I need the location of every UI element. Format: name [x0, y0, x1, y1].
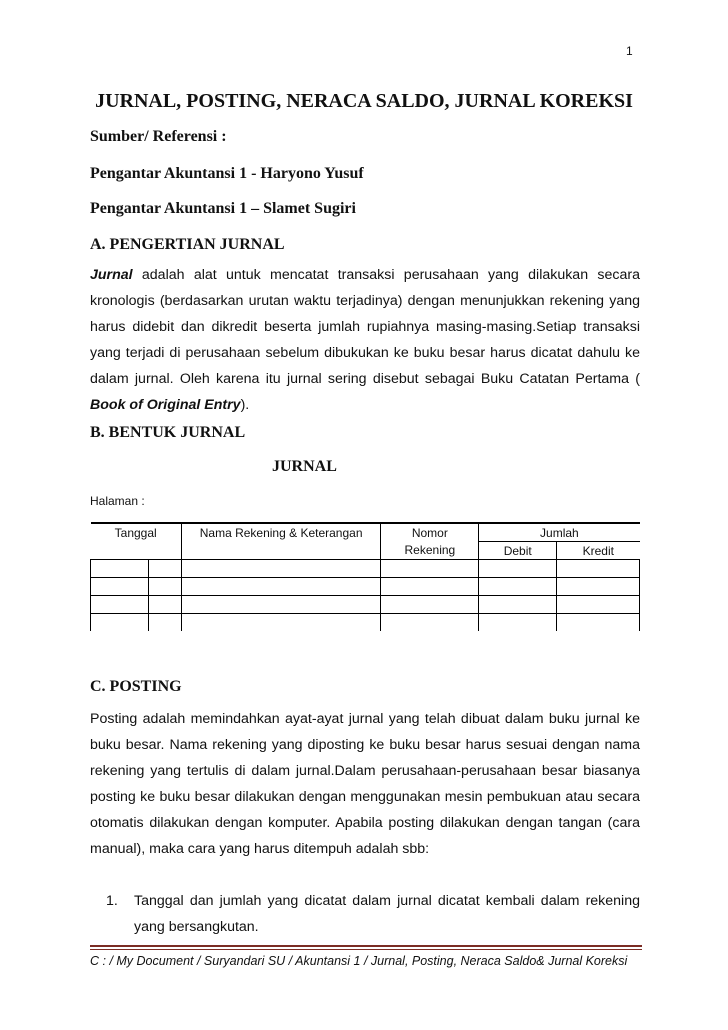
journal-title: JURNAL	[272, 458, 337, 475]
list-item	[106, 888, 640, 940]
journal-table	[90, 522, 640, 631]
page-number: 1	[626, 44, 633, 58]
page-title: JURNAL, POSTING, NERACA SALDO, JURNAL KOREKSI	[95, 90, 633, 112]
section-b-heading: B. BENTUK JURNAL	[90, 424, 246, 441]
journal-row	[91, 596, 640, 614]
list-item-number: 1.	[106, 893, 118, 909]
section-c-heading: C. POSTING	[90, 678, 182, 695]
col-nomor: Nomor	[381, 523, 479, 542]
journal-row	[91, 578, 640, 596]
col-tanggal: Tanggal	[91, 523, 182, 542]
references-label: Sumber/ Referensi :	[90, 128, 227, 145]
col-rekening: Rekening	[381, 542, 479, 560]
col-jumlah: Jumlah	[479, 523, 640, 542]
list-item-text: Tanggal dan jumlah yang dicatat dalam jurnal dicatat kembali dalam rekening yang bersangkutan.	[134, 893, 640, 935]
section-a-paragraph	[90, 262, 640, 418]
col-nama-rekening: Nama Rekening & Keterangan	[181, 523, 381, 542]
footer-rule	[90, 945, 642, 947]
reference-1: Pengantar Akuntansi 1 - Haryono Yusuf	[90, 165, 364, 182]
col-debit: Debit	[479, 542, 557, 560]
section-a-heading: A. PENGERTIAN JURNAL	[90, 236, 285, 253]
footer-rule-thin	[90, 949, 642, 950]
reference-2: Pengantar Akuntansi 1 – Slamet Sugiri	[90, 200, 356, 217]
term-jurnal: Jurnal	[90, 267, 133, 283]
section-c-paragraph: Posting adalah memindahkan ayat-ayat jurnal yang telah dibuat dalam buku jurnal ke buku besar. Nama rekening yang diposting ke buku besar harus sesuai dengan nama rekening yang tertulis di dalam jurnal.Dalam perusahaan-perusahaan besar biasanya posting ke buku besar dilakukan dengan menggunakan mesin pembukuan atau secara otomatis dilakukan dengan komputer. Apabila posting dilakukan dengan tangan (cara manual), maka cara yang harus ditempuh adalah sbb:	[90, 711, 640, 857]
section-a-text: adalah alat untuk mencatat transaksi perusahaan yang dilakukan secara kronologis (berdasarkan urutan waktu terjadinya) dengan menunjukkan rekening yang harus didebit dan dikredit beserta jumlah rupiahnya masing-masing.Setiap transaksi yang terjadi di perusahaan sebelum dibukukan ke buku besar harus dicatat dahulu ke dalam jurnal. Oleh karena itu jurnal sering disebut sebagai Buku Catatan Pertama (	[90, 267, 640, 387]
col-kredit: Kredit	[557, 542, 640, 560]
journal-header-row-2	[91, 542, 640, 560]
journal-header-row-1	[91, 523, 640, 542]
term-book-of-original-entry: Book of Original Entry	[90, 397, 241, 413]
journal-row	[91, 560, 640, 578]
journal-row	[91, 614, 640, 632]
footer-path: C : / My Document / Suryandari SU / Akuntansi 1 / Jurnal, Posting, Neraca Saldo& Jurnal Koreksi	[90, 954, 628, 968]
section-a-text-end: ).	[240, 397, 250, 413]
halaman-label: Halaman :	[90, 494, 145, 508]
